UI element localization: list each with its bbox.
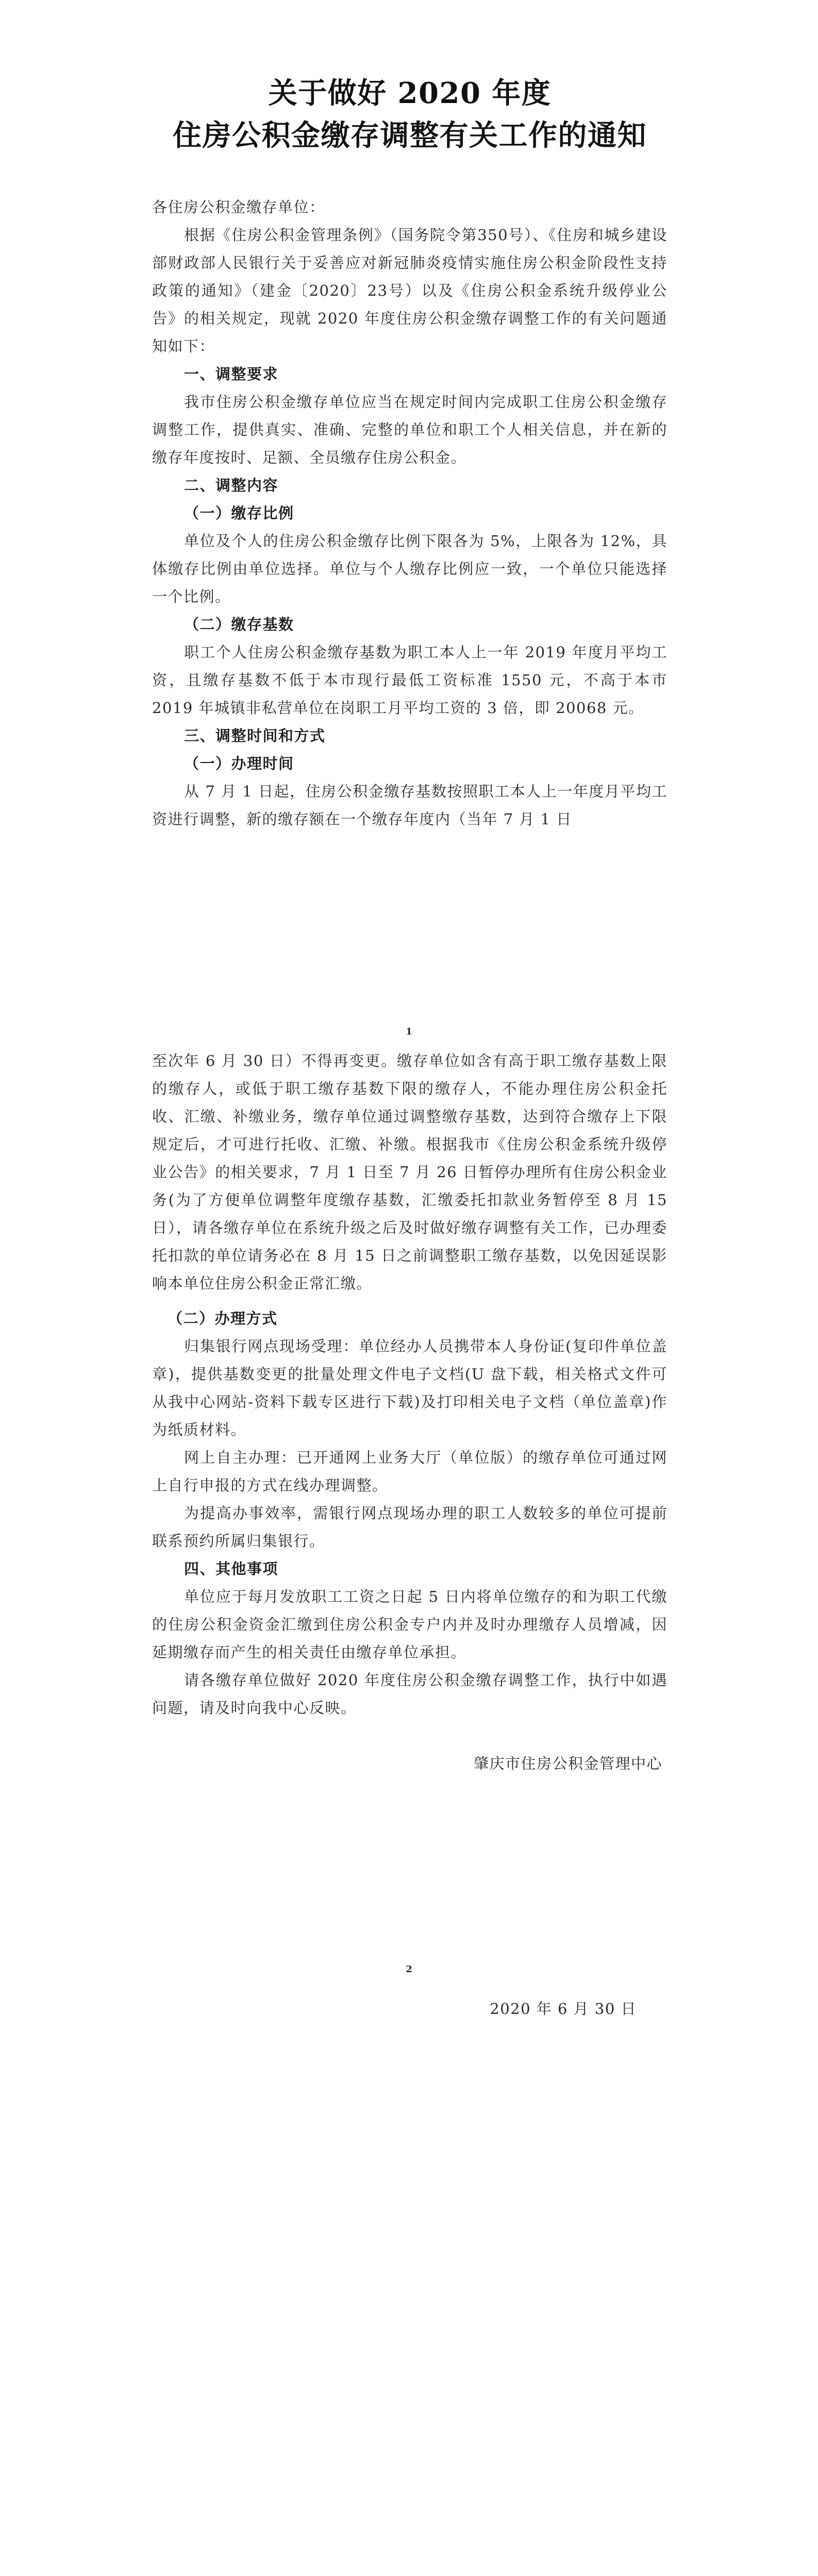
signature: 肇庆市住房公积金管理中心 [473,1755,662,1772]
section-2-sub-2-heading: （二）缴存基数 [184,616,294,633]
section-3-sub-1-text-part-1: 从 7 月 1 日起，住房公积金缴存基数按照职工本人上一年度月平均工资进行调整，新的缴存额在一个缴存年度内（当年 7 月 1 日 [152,783,667,828]
page-number-1: 1 [406,1026,412,1037]
closing-paragraph: 请各缴存单位做好 2020 年度住房公积金缴存调整工作，执行中如遇问题，请及时向我中心反映。 [152,1671,667,1717]
document-header [152,72,667,157]
section-1-text: 我市住房公积金缴存单位应当在规定时间内完成职工住房公积金缴存调整工作，提供真实、准确、完整的单位和职工个人相关信息，并在新的缴存年度按时、足额、全员缴存住房公积金。 [152,393,667,466]
page-1-body [152,193,667,833]
section-4-heading: 四、其他事项 [184,1560,279,1578]
section-3-sub-2-heading: （二）办理方式 [168,1310,278,1327]
page-number-2: 2 [406,1964,412,1975]
section-1-heading: 一、调整要求 [184,365,279,383]
salutation: 各住房公积金缴存单位： [152,198,325,216]
section-4-text: 单位应于每月发放职工工资之日起 5 日内将单位缴存的和为职工代缴的住房公积金资金汇缴到住房公积金专户内并及时办理缴存人员增减，因延期缴存而产生的相关责任由缴存单位承担。 [152,1588,667,1661]
page-2-body [152,1047,667,1777]
section-2-sub-2-text: 职工个人住房公积金缴存基数为职工本人上一年 2019 年度月平均工资，且缴存基数不低于本市现行最低工资标准 1550 元，不高于本市 2019 年城镇非私营单位在岗职工月平均工资的 3 倍，即 20068 元。 [152,643,667,717]
page-1 [0,0,818,1046]
section-2-sub-1-text: 单位及个人的住房公积金缴存比例下限各为 5%，上限各为 12%，具体缴存比例由单位选择。单位与个人缴存比例应一致，一个单位只能选择一个比例。 [152,532,667,605]
section-3-sub-2-text-1: 归集银行网点现场受理：单位经办人员携带本人身份证(复印件单位盖章)，提供基数变更的批量处理文件电子文档(U 盘下载，相关格式文件可从我中心网站-资料下载专区进行下载)及打印相关电子文档（单位盖章)作为纸质材料。 [152,1337,667,1438]
title-line-2: 住房公积金缴存调整有关工作的通知 [173,118,647,152]
section-2-sub-1-heading: （一）缴存比例 [184,504,294,522]
date-block [152,1995,667,2023]
section-3-sub-1-heading: （一）办理时间 [184,755,294,772]
page-2 [0,1046,818,2025]
section-3-sub-2-text-3: 为提高办事效率，需银行网点现场办理的职工人数较多的单位可提前联系预约所属归集银行。 [152,1504,667,1550]
title-line-1: 关于做好 2020 年度 [268,76,552,110]
section-3-heading: 三、调整时间和方式 [184,727,326,744]
section-3-sub-1-text-part-2: 至次年 6 月 30 日）不得再变更。缴存单位如含有高于职工缴存基数上限的缴存人，或低于职工缴存基数下限的缴存人，不能办理住房公积金托收、汇缴、补缴业务，缴存单位通过调整缴存基数，达到符合缴存上下限规定后，才可进行托收、汇缴、补缴。根据我市《住房公积金系统升级停业公告》的相关要求，7 月 1 日至 7 月 26 日暂停办理所有住房公积金业务(为了方便单位调整年度缴存基数，汇缴委托扣款业务暂停至 8 月 15 日），请各缴存单位在系统升级之后及时做好缴存调整有关工作，已办理委托扣款的单位请务必在 8 月 15 日之前调整职工缴存基数，以免因延误影响本单位住房公积金正常汇缴。 [152,1052,667,1292]
page-3 [0,2025,818,2576]
section-3-sub-2-text-2: 网上自主办理：已开通网上业务大厅（单位版）的缴存单位可通过网上自行申报的方式在线办理调整。 [152,1449,667,1494]
intro-paragraph: 根据《住房公积金管理条例》（国务院令第350号）、《住房和城乡建设部财政部人民银行关于妥善应对新冠肺炎疫情实施住房公积金阶段性支持政策的通知》（建金〔2020〕23号）以及《住房公积金系统升级停业公告》的相关规定，现就 2020 年度住房公积金缴存调整工作的有关问题通知如下： [152,226,667,355]
document-date: 2020 年 6 月 30 日 [490,2000,637,2018]
section-2-heading: 二、调整内容 [184,477,279,494]
